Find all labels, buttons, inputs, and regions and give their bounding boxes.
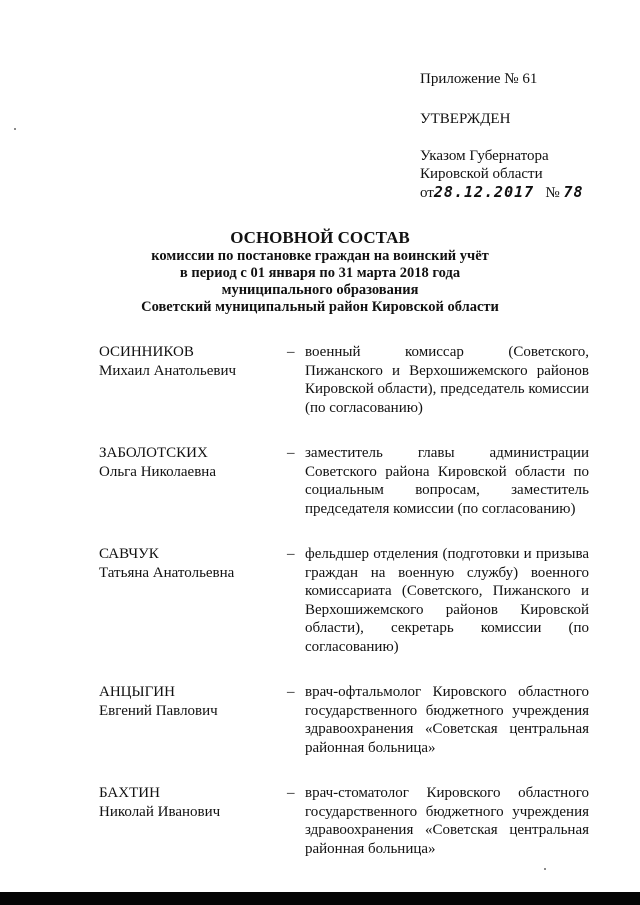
title-line-2: в период с 01 января по 31 марта 2018 года [179, 265, 461, 281]
member-given-name: Евгений Павлович [99, 702, 218, 719]
member-item [99, 683, 589, 757]
member-name-block [99, 343, 285, 417]
appendix-number: Приложение № 61 [420, 71, 538, 87]
member-name-block [99, 683, 285, 757]
member-dash: – [287, 546, 295, 562]
title-line-1: комиссии по постановке граждан на воинский учёт [151, 248, 489, 264]
title-line-4: Советский муниципальный район Кировской области [141, 299, 499, 315]
decree-date-line [420, 183, 584, 202]
member-name-block [99, 784, 285, 858]
member-item [99, 444, 589, 518]
number-prefix: № [545, 185, 560, 201]
member-item [99, 343, 589, 417]
member-given-name: Николай Иванович [99, 803, 221, 820]
member-surname: АНЦЫГИН [99, 684, 175, 700]
approval-block [420, 70, 584, 202]
member-role: врач-офтальмолог Кировского областного государственного бюджетного учреждения здравоохранения «Советская центральная районная больница» [305, 684, 589, 756]
document-title [0, 228, 640, 316]
decree-line-1: Указом Губернатора [420, 148, 549, 164]
member-role: фельдшер отделения (подготовки и призыва граждан на военную службу) военного комиссариата (Советского, Пижанского и Верхошижемского районов Кировской области), секретарь комиссии (по согласованию) [305, 546, 589, 655]
member-item [99, 545, 589, 656]
member-name-block [99, 444, 285, 518]
approved-label: УТВЕРЖДЕН [420, 111, 511, 127]
member-role: военный комиссар (Советского, Пижанского и Верхошижемского районов Кировской области), председатель комиссии (по согласованию) [305, 344, 589, 416]
member-role: врач-стоматолог Кировского областного государственного бюджетного учреждения здравоохранения «Советская центральная районная больница» [305, 785, 589, 857]
scan-speck [14, 128, 16, 130]
members-list [99, 343, 589, 858]
member-dash: – [287, 684, 295, 700]
member-surname: ОСИННИКОВ [99, 344, 194, 360]
member-surname: ЗАБОЛОТСКИХ [99, 445, 208, 461]
member-item [99, 784, 589, 858]
member-given-name: Татьяна Анатольевна [99, 564, 235, 581]
date-prefix: от [420, 185, 434, 201]
member-role: заместитель главы администрации Советского района Кировской области по социальным вопросам, заместитель председателя комиссии (по согласованию) [305, 445, 589, 517]
member-given-name: Михаил Анатольевич [99, 362, 237, 379]
member-surname: САВЧУК [99, 546, 159, 562]
title-main: ОСНОВНОЙ СОСТАВ [230, 228, 410, 247]
member-dash: – [287, 785, 295, 801]
handwritten-number: 78 [563, 183, 584, 201]
member-dash: – [287, 344, 295, 360]
member-name-block [99, 545, 285, 656]
handwritten-date: 28.12.2017 [433, 183, 535, 201]
member-surname: БАХТИН [99, 785, 160, 801]
member-given-name: Ольга Николаевна [99, 463, 216, 480]
decree-line-2: Кировской области [420, 166, 543, 182]
member-dash: – [287, 445, 295, 461]
scan-edge-bar [0, 892, 640, 905]
title-line-3: муниципального образования [221, 282, 419, 298]
scan-speck [544, 868, 546, 870]
